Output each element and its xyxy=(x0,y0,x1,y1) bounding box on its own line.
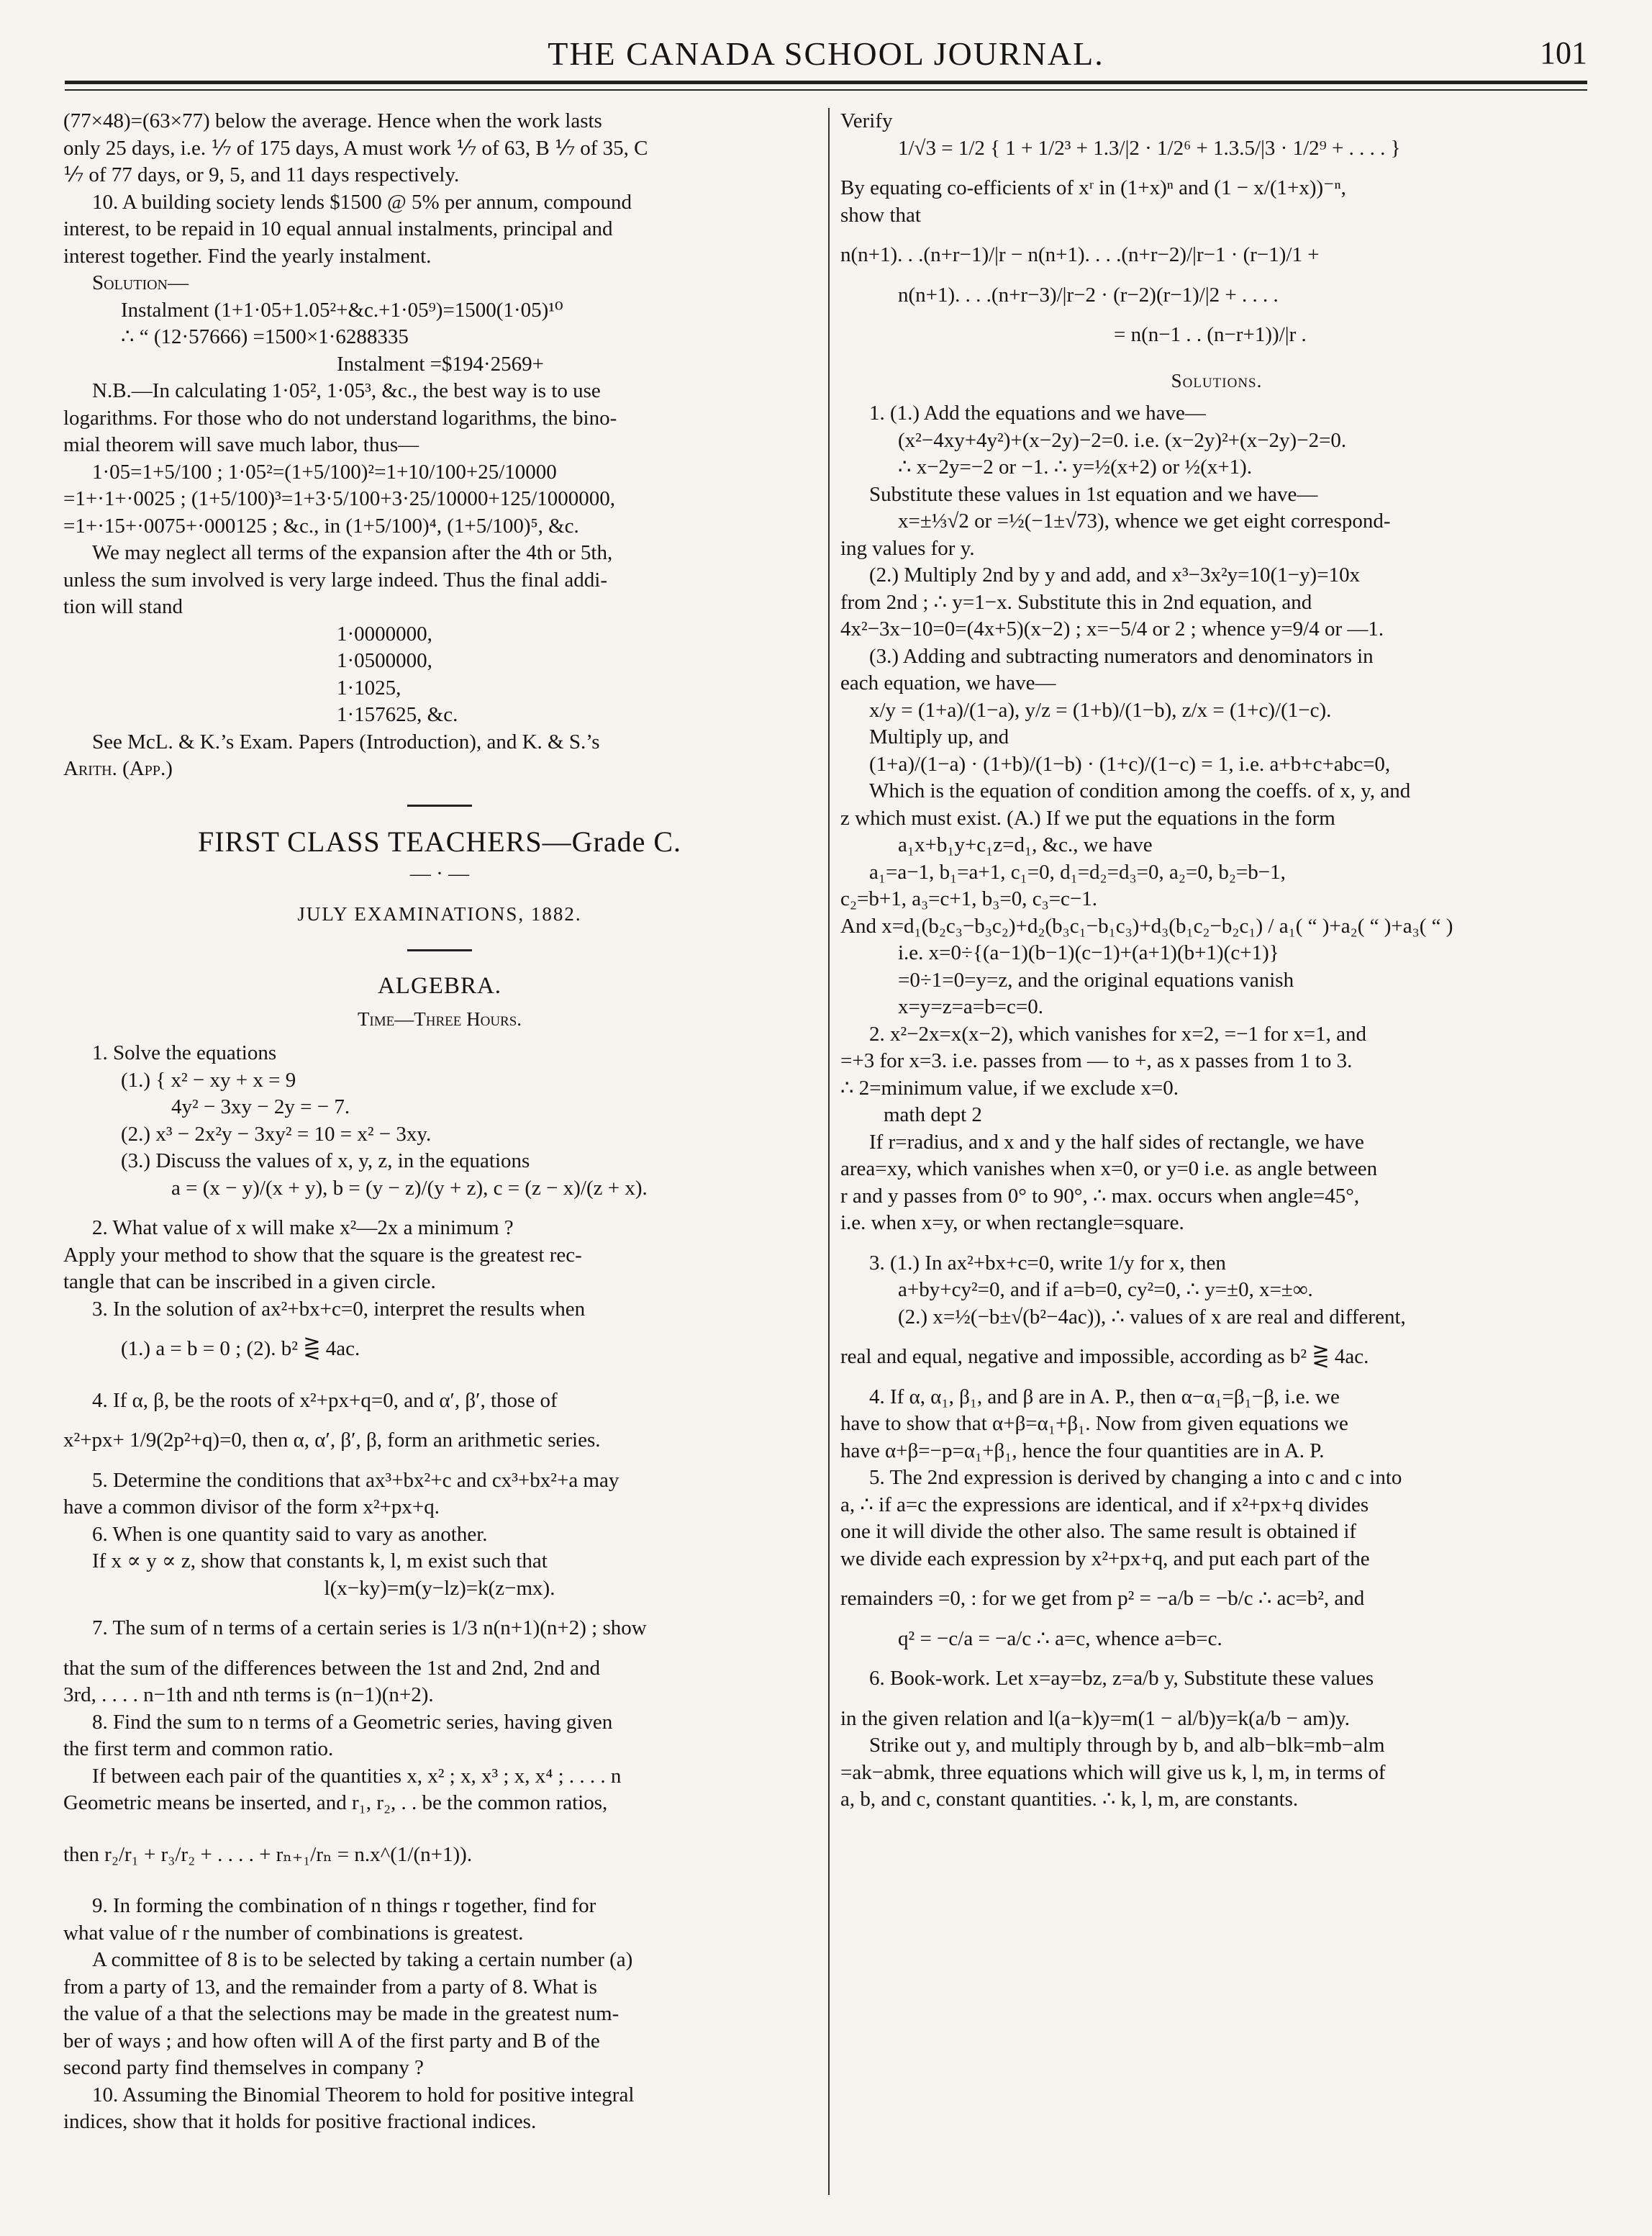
right-column xyxy=(840,108,1593,2209)
question-line: Apply your method to show that the square is the greatest rec- xyxy=(63,1243,582,1267)
exam-date: JULY EXAMINATIONS, 1882. xyxy=(297,902,582,925)
question-line: 3rd, . . . . n−1th and nth terms is (n−1)(n+2). xyxy=(63,1683,434,1706)
problem-10-line: 10. A building society lends $1500 @ 5% per annum, compound xyxy=(92,190,632,214)
final-addition-line: 1·157625, &c. xyxy=(337,703,458,726)
solution-line: have to show that α+β=α₁+β₁. Now from given equations we xyxy=(840,1412,1348,1435)
solution-line: =+3 for x=3. i.e. passes from — to +, as x passes from 1 to 3. xyxy=(840,1049,1353,1072)
question-line: 4y² − 3xy − 2y = − 7. xyxy=(171,1095,350,1118)
section-dash: — · — xyxy=(409,862,470,885)
solution-line: a₁x+b₁y+c₁z=d₁, &c., we have xyxy=(898,833,1153,856)
solution-line: i.e. x=0÷{(a−1)(b−1)(c−1)+(a+1)(b+1)(c+1)} xyxy=(898,941,1279,964)
solution-line: 6. Book-work. Let x=ay=bz, z=a/b y, Substitute these values xyxy=(869,1667,1374,1690)
question-line: the first term and common ratio. xyxy=(63,1737,334,1760)
verify-line: Verify xyxy=(840,109,893,132)
solution-line: 2. x²−2x=x(x−2), which vanishes for x=2, =−1 for x=1, and xyxy=(869,1022,1366,1046)
solution-line: (2.) x=½(−b±√(b²−4ac)), ∴ values of x are real and different, xyxy=(898,1305,1406,1329)
nb-line: N.B.—In calculating 1·05², 1·05³, &c., the best way is to use xyxy=(92,379,601,402)
verify-line: By equating co-efficients of xʳ in (1+x)ⁿ and (1 − x/(1+x))⁻ⁿ, xyxy=(840,176,1346,199)
solution-line: Strike out y, and multiply through by b, and alb−blk=mb−alm xyxy=(869,1734,1385,1757)
page-header xyxy=(65,22,1587,79)
journal-title: THE CANADA SCHOOL JOURNAL. xyxy=(548,35,1104,72)
solution-line: a₁=a−1, b₁=a+1, c₁=0, d₁=d₂=d₃=0, a₂=0, b₂=b−1, xyxy=(869,860,1286,884)
question-line: (2.) x³ − 2x²y − 3xy² = 10 = x² − 3xy. xyxy=(121,1122,432,1146)
solution-line: (x²−4xy+4y²)+(x−2y)−2=0. i.e. (x−2y)²+(x−2y)−2=0. xyxy=(898,428,1347,452)
solution-line: Multiply up, and xyxy=(869,725,1009,748)
final-addition-line: 1·0500000, xyxy=(337,649,432,672)
question-line: 9. In forming the combination of n things r together, find for xyxy=(92,1894,596,1917)
final-addition-line: 1·1025, xyxy=(337,676,401,700)
solution-line: ∴ x−2y=−2 or −1. ∴ y=½(x+2) or ½(x+1). xyxy=(898,456,1253,479)
question-line: Geometric means be inserted, and r₁, r₂, . . be the common ratios, xyxy=(63,1791,608,1814)
verify-line: n(n+1). . .(n+r−1)/|r − n(n+1). . . .(n+r−2)/|r−1 · (r−1)/1 + xyxy=(840,243,1320,266)
nb-line: unless the sum involved is very large indeed. Thus the final addi- xyxy=(63,568,607,592)
solution-line: have α+β=−p=α₁+β₁, hence the four quantities are in A. P. xyxy=(840,1439,1325,1462)
question-line: 1. Solve the equations xyxy=(92,1041,277,1064)
solution-line: ∴ “ (12·57666) =1500×1·6288335 xyxy=(121,325,409,348)
final-addition-line: 1·0000000, xyxy=(337,622,432,646)
solution-line: 3. (1.) In ax²+bx+c=0, write 1/y for x, then xyxy=(869,1251,1226,1275)
header-rule-thick xyxy=(65,81,1587,84)
problem-10-line: interest, to be repaid in 10 equal annual instalments, principal and xyxy=(63,217,613,240)
verify-line: show that xyxy=(840,203,921,227)
solution-line: And x=d₁(b₂c₃−b₃c₂)+d₂(b₃c₁−b₁c₃)+d₃(b₁c₂−b₂c₁) / a₁( “ )+a₂( “ )+a₃( “ ) xyxy=(840,914,1453,938)
question-line: second party find themselves in company ? xyxy=(63,2056,424,2079)
solution-line: in the given relation and l(a−k)y=m(1 − al/b)y=k(a/b − am)y. xyxy=(840,1706,1351,1730)
solution-line: area=xy, which vanishes when x=0, or y=0 i.e. as angle between xyxy=(840,1157,1378,1180)
question-line: (1.) a = b = 0 ; (2). b² ⋛ 4ac. xyxy=(121,1337,360,1360)
question-line: A committee of 8 is to be selected by taking a certain number (a) xyxy=(92,1948,633,1971)
problem-10-line: interest together. Find the yearly instalment. xyxy=(63,244,432,268)
solution-line: 4x²−3x−10=0=(4x+5)(x−2) ; x=−5/4 or 2 ; whence y=9/4 or —1. xyxy=(840,617,1384,641)
verify-line: n(n+1). . . .(n+r−3)/|r−2 · (r−2)(r−1)/|2 + . . . . xyxy=(898,283,1279,307)
solution-line: Substitute these values in 1st equation and we have— xyxy=(869,482,1318,506)
solution-line: each equation, we have— xyxy=(840,671,1056,694)
question-line: from a party of 13, and the remainder from a party of 8. What is xyxy=(63,1975,597,1999)
solution-line: ing values for y. xyxy=(840,536,975,560)
left-column xyxy=(63,108,816,2209)
question-line: 5. Determine the conditions that ax³+bx²+c and cx³+bx²+a may xyxy=(92,1468,620,1492)
verify-line: = n(n−1 . . (n−r+1))/|r . xyxy=(1114,323,1307,346)
page-number: 101 xyxy=(1540,35,1587,71)
column-divider xyxy=(828,108,830,2195)
verify-line: 1/√3 = 1/2 { 1 + 1/2³ + 1.3/|2 · 1/2⁶ + 1.3.5/|3 · 1/2⁹ + . . . . } xyxy=(898,136,1401,160)
solution-line: (2.) Multiply 2nd by y and add, and x³−3x²y=10(1−y)=10x xyxy=(869,563,1361,587)
solution-line: =0÷1=0=y=z, and the original equations vanish xyxy=(898,968,1294,992)
solution-line: x=y=z=a=b=c=0. xyxy=(898,995,1043,1018)
question-line: l(x−ky)=m(y−lz)=k(z−mx). xyxy=(324,1576,555,1600)
solution-label: Solution— xyxy=(92,271,189,294)
handwritten-note: math dept 2 xyxy=(884,1103,982,1126)
header-rule-thin xyxy=(65,89,1587,91)
section-divider xyxy=(407,805,472,807)
subject-title: ALGEBRA. xyxy=(377,973,502,999)
text-line: ⅐ of 77 days, or 9, 5, and 11 days respectively. xyxy=(63,163,460,186)
solution-line: a+by+cy²=0, and if a=b=0, cy²=0, ∴ y=±0, x=±∞. xyxy=(898,1278,1313,1301)
question-line: indices, show that it holds for positive fractional indices. xyxy=(63,2110,537,2133)
solution-line: 1. (1.) Add the equations and we have— xyxy=(869,402,1206,425)
solution-line: 4. If α, α₁, β₁, and β are in A. P., then α−α₁=β₁−β, i.e. we xyxy=(869,1385,1340,1408)
question-line: x²+px+ 1/9(2p²+q)=0, then α, α′, β′, β, form an arithmetic series. xyxy=(63,1429,601,1452)
solution-line: q² = −c/a = −a/c ∴ a=c, whence a=b=c. xyxy=(898,1626,1222,1650)
nb-line: logarithms. For those who do not understand logarithms, the bino- xyxy=(63,406,617,430)
section-title: FIRST CLASS TEACHERS—Grade C. xyxy=(197,825,682,858)
solution-line: from 2nd ; ∴ y=1−x. Substitute this in 2nd equation, and xyxy=(840,590,1312,614)
text-line: (77×48)=(63×77) below the average. Hence when the work lasts xyxy=(63,109,602,132)
question-line: ber of ways ; and how often will A of the first party and B of the xyxy=(63,2029,600,2052)
solution-line: (1+a)/(1−a) · (1+b)/(1−b) · (1+c)/(1−c) = 1, i.e. a+b+c+abc=0, xyxy=(869,752,1391,776)
solution-line: a, ∴ if a=c the expressions are identical, and if x²+px+q divides xyxy=(840,1493,1369,1516)
solution-line: x/y = (1+a)/(1−a), y/z = (1+b)/(1−b), z/x = (1+c)/(1−c). xyxy=(869,698,1332,722)
solution-line: a, b, and c, constant quantities. ∴ k, l, m, are constants. xyxy=(840,1788,1299,1811)
text-line: only 25 days, i.e. ⅐ of 175 days, A must work ⅐ of 63, B ⅐ of 35, C xyxy=(63,136,648,160)
question-line: 6. When is one quantity said to vary as another. xyxy=(92,1522,488,1546)
question-line: 4. If α, β, be the roots of x²+px+q=0, and α′, β′, those of xyxy=(92,1388,558,1412)
nb-line: =1+·1+·0025 ; (1+5/100)³=1+3·5/100+3·25/10000+125/1000000, xyxy=(63,487,616,510)
question-line: have a common divisor of the form x²+px+q. xyxy=(63,1495,440,1518)
question-line: If x ∝ y ∝ z, show that constants k, l, m exist such that xyxy=(92,1549,548,1572)
question-line: a = (x − y)/(x + y), b = (y − z)/(y + z), c = (z − x)/(z + x). xyxy=(171,1176,648,1200)
see-line: See McL. & K.’s Exam. Papers (Introduction), and K. & S.’s xyxy=(92,730,600,753)
nb-line: mial theorem will save much labor, thus— xyxy=(63,433,419,456)
question-line: what value of r the number of combinations is greatest. xyxy=(63,1921,524,1945)
nb-line: We may neglect all terms of the expansion after the 4th or 5th, xyxy=(92,541,613,564)
nb-line: tion will stand xyxy=(63,595,183,618)
question-line: 3. In the solution of ax²+bx+c=0, interpret the results when xyxy=(92,1297,586,1321)
question-line: (1.) { x² − xy + x = 9 xyxy=(121,1068,296,1092)
solutions-heading: Solutions. xyxy=(1171,369,1263,391)
solution-line: Instalment =$194·2569+ xyxy=(337,352,545,376)
solution-line: remainders =0, : for we get from p² = −a/b = −b/c ∴ ac=b², and xyxy=(840,1587,1365,1610)
nb-line: 1·05=1+5/100 ; 1·05²=(1+5/100)²=1+10/100+25/10000 xyxy=(92,460,557,484)
solution-line: ∴ 2=minimum value, if we exclude x=0. xyxy=(840,1076,1179,1100)
question-line: 2. What value of x will make x²—2x a minimum ? xyxy=(92,1216,514,1239)
question-line: then r₂/r₁ + r₃/r₂ + . . . . + rₙ₊₁/rₙ = n.x^(1/(n+1)). xyxy=(63,1842,473,1866)
solution-line: c₂=b+1, a₃=c+1, b₃=0, c₃=c−1. xyxy=(840,887,1098,910)
question-line: 7. The sum of n terms of a certain series is 1/3 n(n+1)(n+2) ; show xyxy=(92,1616,647,1639)
solution-line: 5. The 2nd expression is derived by changing a into c and c into xyxy=(869,1466,1402,1489)
solution-line: z which must exist. (A.) If we put the equations in the form xyxy=(840,806,1335,830)
question-line: the value of a that the selections may be made in the greatest num- xyxy=(63,2002,620,2025)
time-allowed: Time—Three Hours. xyxy=(357,1008,522,1030)
question-line: 10. Assuming the Binomial Theorem to hold for positive integral xyxy=(92,2083,635,2106)
solution-line: one it will divide the other also. The same result is obtained if xyxy=(840,1520,1357,1543)
question-line: 8. Find the sum to n terms of a Geometric series, having given xyxy=(92,1710,613,1734)
see-line: Arith. (App.) xyxy=(63,757,173,780)
solution-line: (3.) Adding and subtracting numerators and denominators in xyxy=(869,644,1374,668)
solution-line: If r=radius, and x and y the half sides of rectangle, we have xyxy=(869,1130,1364,1154)
section-divider xyxy=(407,949,472,951)
solution-line: we divide each expression by x²+px+q, and put each part of the xyxy=(840,1547,1370,1570)
question-line: (3.) Discuss the values of x, y, z, in the equations xyxy=(121,1149,530,1172)
solution-line: Instalment (1+1·05+1.05²+&c.+1·05⁹)=1500(1·05)¹⁰ xyxy=(121,298,563,322)
question-line: tangle that can be inscribed in a given circle. xyxy=(63,1270,436,1293)
question-line: If between each pair of the quantities x, x² ; x, x³ ; x, x⁴ ; . . . . n xyxy=(92,1764,622,1788)
solution-line: x=±⅓√2 or =½(−1±√73), whence we get eight correspond- xyxy=(898,510,1391,533)
solution-line: real and equal, negative and impossible, according as b² ⋛ 4ac. xyxy=(840,1345,1369,1368)
solution-line: Which is the equation of condition among the coeffs. of x, y, and xyxy=(869,779,1411,802)
solution-line: i.e. when x=y, or when rectangle=square. xyxy=(840,1211,1184,1234)
question-line: that the sum of the differences between the 1st and 2nd, 2nd and xyxy=(63,1656,600,1680)
nb-line: =1+·15+·0075+·000125 ; &c., in (1+5/100)⁴, (1+5/100)⁵, &c. xyxy=(63,514,579,538)
solution-line: r and y passes from 0° to 90°, ∴ max. occurs when angle=45°, xyxy=(840,1184,1360,1208)
solution-line: =ak−abmk, three equations which will give us k, l, m, in terms of xyxy=(840,1760,1386,1784)
